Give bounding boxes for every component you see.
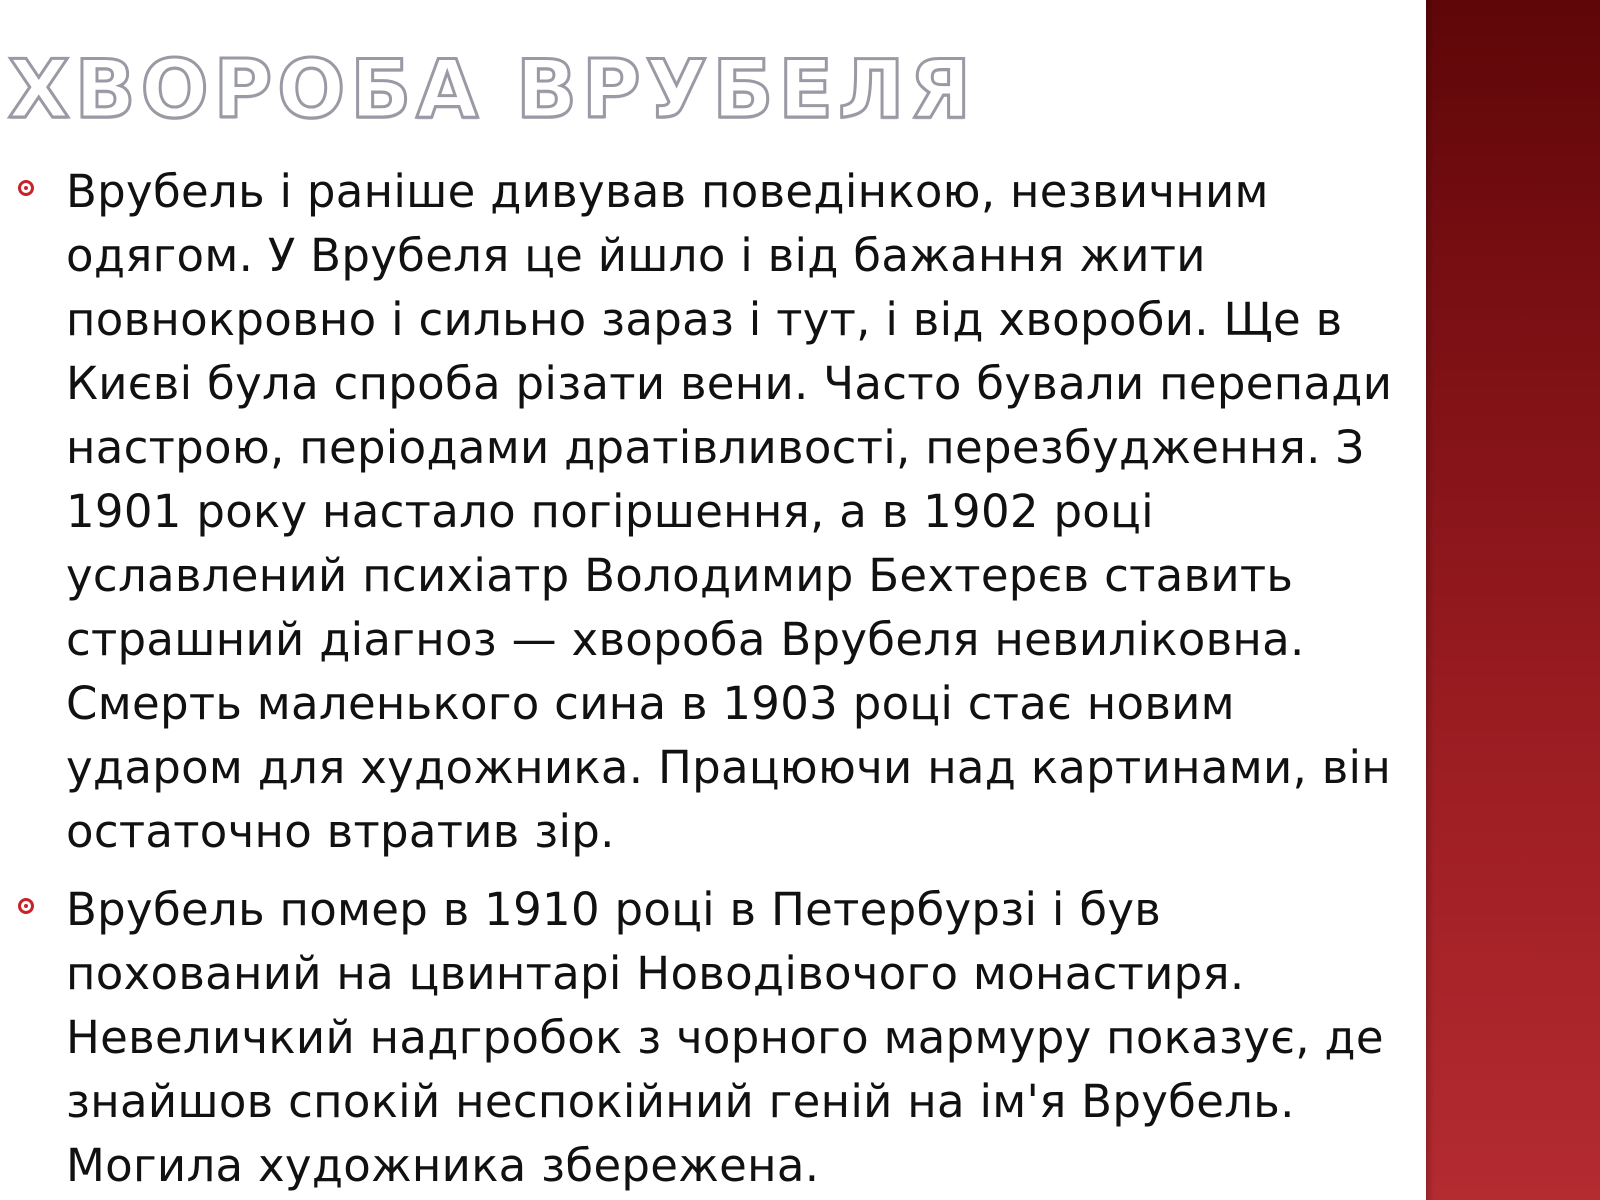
bullet-item: [18, 878, 1408, 1198]
circle-bullet-icon: [18, 898, 34, 914]
bullet-item: [18, 160, 1408, 864]
bullet-text: Врубель і раніше дивував поведінкою, незвичним одягом. У Врубеля це йшло і від бажання жити повнокровно і сильно зараз і тут, і від хвороби. Ще в Києві була спроба різати вени. Часто бували перепади настрою, періодами дратівливості, перезбудження. З 1901 року настало погіршення, а в 1902 році уславлений психіатр Володимир Бехтерєв ставить страшний діагноз — хвороба Врубеля невиліковна. Смерть маленького сина в 1903 році стає новим ударом для художника. Працюючи над картинами, він остаточно втратив зір.: [66, 165, 1393, 858]
bullet-text: Врубель помер в 1910 році в Петербурзі і був похований на цвинтарі Новодівочого монастиря. Невеличкий надгробок з чорного мармуру показує, де знайшов спокій неспокійний геній на ім'я Врубель. Могила художника збережена.: [66, 883, 1384, 1192]
decorative-side-band: [1426, 0, 1600, 1200]
circle-bullet-icon: [18, 180, 34, 196]
slide-title: ХВОРОБА ВРУБЕЛЯ: [8, 43, 977, 136]
bullet-list: [18, 160, 1408, 1200]
